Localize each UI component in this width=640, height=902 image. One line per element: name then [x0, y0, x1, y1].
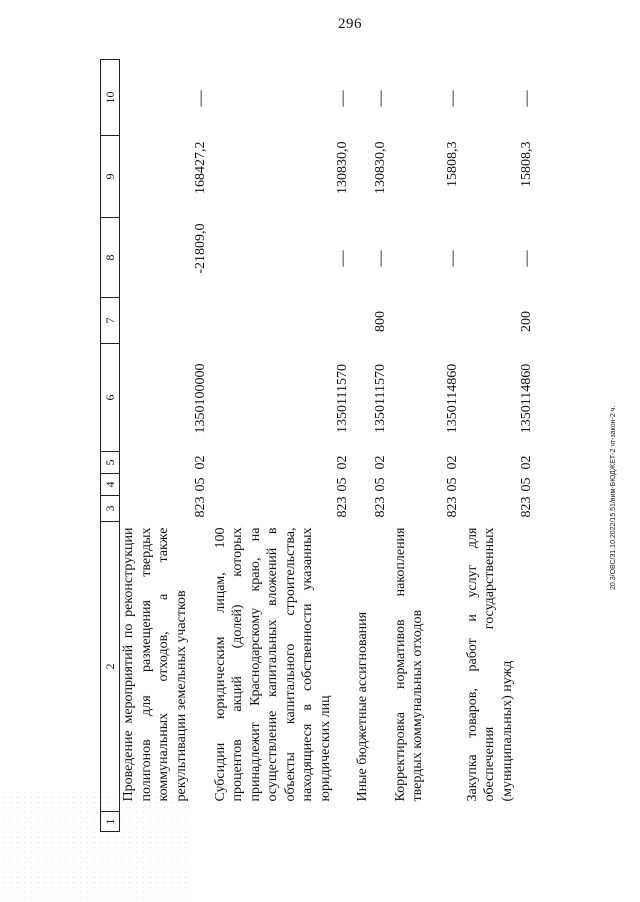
cell-section: 05: [335, 477, 350, 492]
cell-sum: 130830,0: [335, 141, 350, 194]
cell-expense-type: 200: [519, 311, 534, 332]
col-header-4: 4: [101, 474, 120, 496]
cell-section: 05: [373, 477, 388, 492]
cell-section: 05: [445, 477, 460, 492]
table-row: [120, 60, 212, 832]
cell-sum: 15808,3: [519, 141, 534, 187]
row-name: Проведение мероприятий по реконструкции полигонов для размещения твердых коммунальных отходов, а также рекультивации земельных участков: [121, 527, 189, 802]
footer-code: 20.3/ОВС/31.10.2022/15.51/вим-БЮДЖЕТ-2 чт-закон-2 ч.: [610, 405, 617, 590]
cell-col10: —: [372, 90, 389, 107]
cell-subsection: 02: [193, 455, 208, 470]
row-name: Корректировка нормативов накопления твердых коммунальных отходов: [392, 527, 425, 802]
page-number: 296: [338, 16, 362, 32]
cell-change: —: [372, 250, 389, 267]
table-row: [464, 60, 538, 832]
cell-target-article: 1350111570: [373, 364, 388, 433]
cell-sum: 15808,3: [445, 141, 460, 187]
cell-sum: 130830,0: [373, 141, 388, 194]
col-header-7: 7: [101, 298, 120, 344]
col-header-9: 9: [101, 136, 120, 218]
table-row: [212, 60, 354, 832]
cell-change: —: [334, 250, 351, 267]
budget-table: [100, 59, 538, 832]
cell-code: 823: [335, 496, 350, 518]
col-header-10: 10: [101, 60, 120, 136]
row-name: Иные бюджетные ассигнования: [354, 611, 370, 802]
col-header-5: 5: [101, 452, 120, 474]
col-header-2: 2: [101, 522, 120, 812]
cell-subsection: 02: [445, 455, 460, 470]
cell-code: 823: [445, 496, 460, 518]
row-name: Субсидии юридическим лицам, 100 процентов акций (долей) которых принадлежит Краснодарскому краю, на осуществление капитальных вложений в объекты капитального строительства, находящиеся в собственности указанных юридических лиц: [212, 527, 333, 802]
cell-code: 823: [519, 496, 534, 518]
col-header-1: 1: [101, 812, 120, 832]
cell-target-article: 1350114860: [519, 363, 534, 434]
cell-col10: —: [334, 90, 351, 107]
cell-subsection: 02: [373, 455, 388, 470]
cell-change: —: [444, 250, 461, 267]
cell-expense-type: [212, 298, 354, 344]
cell-target-article: 1350111570: [335, 364, 350, 433]
cell-sum: 168427,2: [193, 141, 208, 194]
col-header-6: 6: [101, 344, 120, 452]
cell-code: 823: [193, 496, 208, 518]
rotated-table-container: [100, 60, 560, 832]
cell-col10: —: [444, 90, 461, 107]
cell-expense-type: [120, 298, 212, 344]
cell-section: 05: [193, 477, 208, 492]
table-row: [354, 60, 392, 832]
cell-subsection: 02: [519, 455, 534, 470]
cell-col10: —: [518, 90, 535, 107]
cell-section: 05: [519, 477, 534, 492]
cell-change: -21809,0: [193, 223, 208, 274]
cell-subsection: 02: [335, 455, 350, 470]
cell-target-article: 1350114860: [445, 363, 460, 434]
cell-change: —: [518, 250, 535, 267]
cell-code: 823: [373, 496, 388, 518]
col-header-3: 3: [101, 496, 120, 522]
row-name: Закупка товаров, работ и услуг для обеспечения государственных (муниципальных) нужд: [464, 527, 515, 802]
col-header-8: 8: [101, 218, 120, 298]
header-row: [101, 60, 120, 832]
cell-expense-type: 800: [373, 311, 388, 332]
cell-col10: —: [192, 90, 209, 107]
table-row: [392, 60, 464, 832]
cell-expense-type: [392, 298, 464, 344]
cell-target-article: 1350100000: [193, 363, 208, 434]
